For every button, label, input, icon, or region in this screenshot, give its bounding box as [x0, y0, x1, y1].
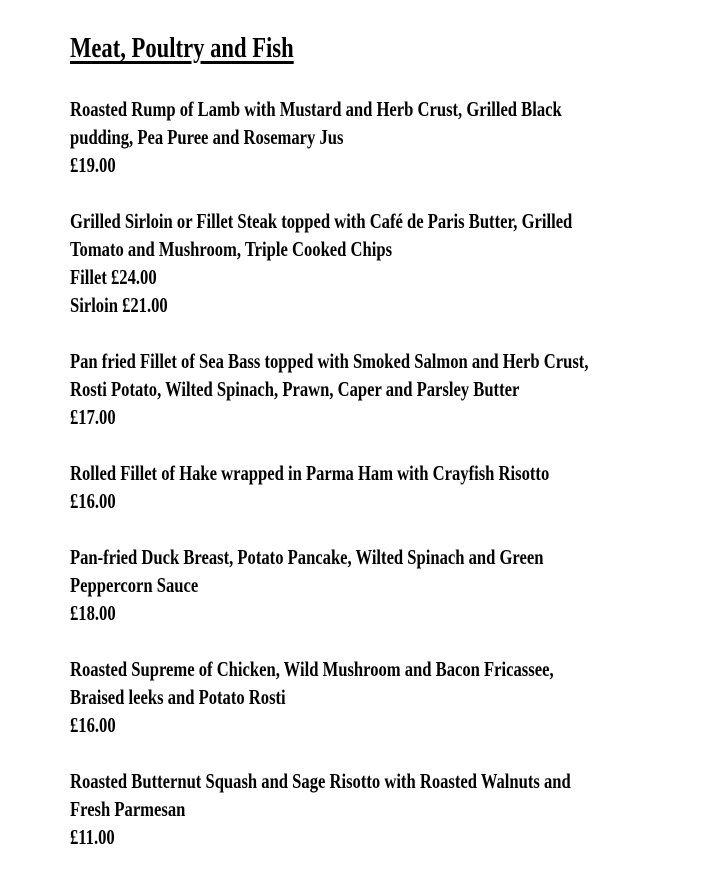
menu-item-description-line: Pan fried Fillet of Sea Bass topped with Smoked Salmon and Herb Crust,	[70, 349, 589, 373]
menu-item-description-line: Braised leeks and Potato Rosti	[70, 685, 286, 709]
menu-item-description-line: Pan-fried Duck Breast, Potato Pancake, Wilted Spinach and Green	[70, 545, 544, 569]
menu-item-description-line: Rosti Potato, Wilted Spinach, Prawn, Caper and Parsley Butter	[70, 377, 520, 401]
menu-item-price-line: £16.00	[70, 489, 116, 513]
section-title: Meat, Poultry and Fish	[70, 32, 294, 64]
menu-item-price-line: £18.00	[70, 601, 116, 625]
menu-item	[70, 767, 704, 851]
menu-item-description-line: Roasted Rump of Lamb with Mustard and Herb Crust, Grilled Black	[70, 97, 562, 121]
menu-item-description-line: pudding, Pea Puree and Rosemary Jus	[70, 125, 344, 149]
menu-item-description-line: Roasted Butternut Squash and Sage Risotto with Roasted Walnuts and	[70, 769, 571, 793]
menu-items	[70, 95, 704, 851]
menu-item-description-line: Roasted Supreme of Chicken, Wild Mushroom and Bacon Fricassee,	[70, 657, 554, 681]
menu-item-description-line: Fresh Parmesan	[70, 797, 186, 821]
menu-item	[70, 543, 704, 627]
menu-item-price-line: £17.00	[70, 405, 116, 429]
menu-item-price-line: £16.00	[70, 713, 116, 737]
menu-item	[70, 655, 704, 739]
menu-item-description-line: Rolled Fillet of Hake wrapped in Parma Ham with Crayfish Risotto	[70, 461, 550, 485]
menu-item-price-line: £11.00	[70, 825, 115, 849]
menu-item	[70, 459, 704, 515]
menu-item	[70, 207, 704, 319]
menu-item	[70, 347, 704, 431]
menu-item-price-line: Fillet £24.00	[70, 265, 157, 289]
menu-item-description-line: Grilled Sirloin or Fillet Steak topped with Café de Paris Butter, Grilled	[70, 209, 573, 233]
menu-item	[70, 95, 704, 179]
menu-item-description-line: Tomato and Mushroom, Triple Cooked Chips	[70, 237, 393, 261]
menu-item-price-line: Sirloin £21.00	[70, 293, 168, 317]
menu-item-price-line: £19.00	[70, 153, 116, 177]
menu-item-description-line: Peppercorn Sauce	[70, 573, 199, 597]
